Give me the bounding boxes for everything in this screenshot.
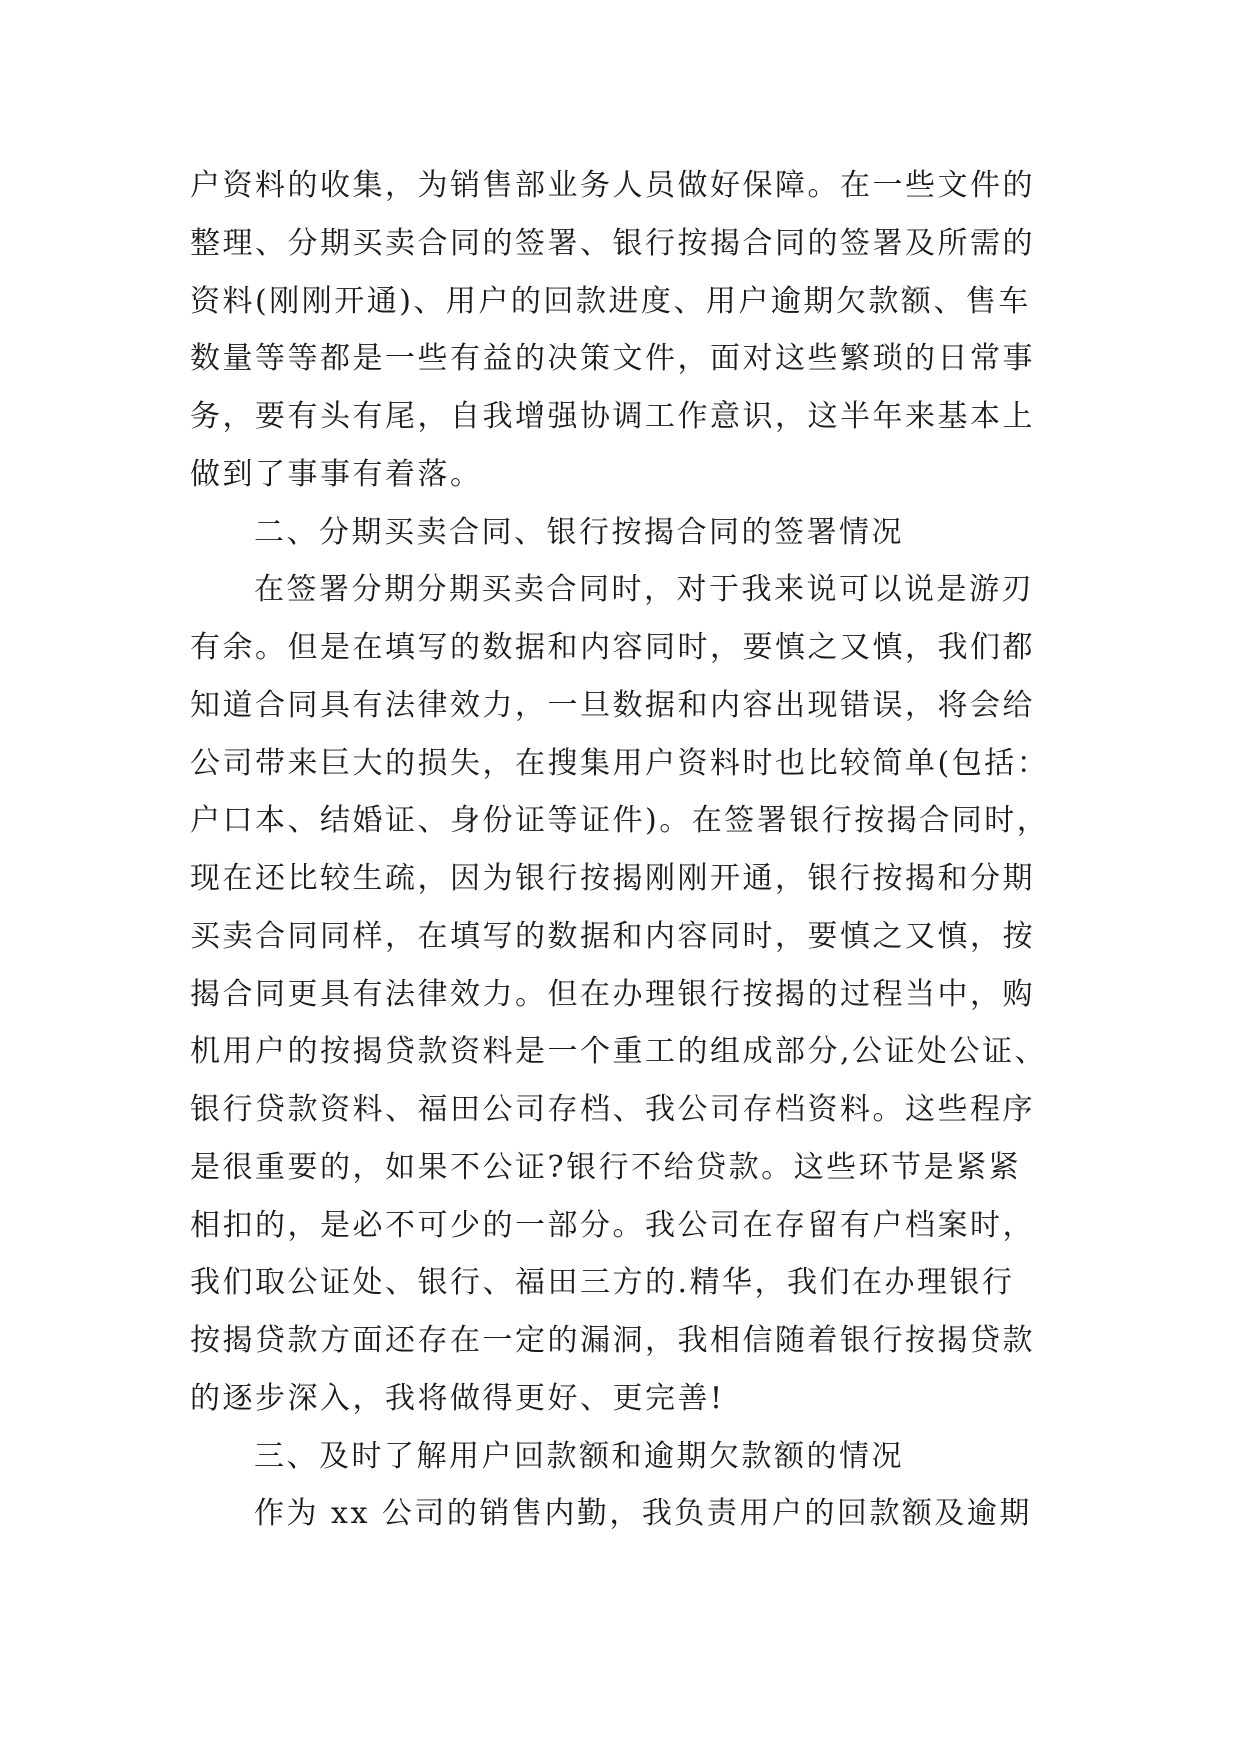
text-line: 买卖合同同样，在填写的数据和内容同时，要慎之又慎，按: [190, 918, 1035, 954]
text-line: 户口本、结婚证、身份证等证件)。在签署银行按揭合同时，: [190, 803, 1050, 839]
text-line: 户资料的收集，为销售部业务人员做好保障。在一些文件的: [190, 168, 1035, 203]
text-line: 作为 xx 公司的销售内勤，我负责用户的回款额及逾期: [254, 1496, 1032, 1532]
text-line: 知道合同具有法律效力，一旦数据和内容出现错误，将会给: [190, 687, 1035, 723]
text-line: 资料(刚刚开通)、用户的回款进度、用户逾期欠款额、售车: [190, 283, 1031, 319]
text-line: 是很重要的，如果不公证?银行不给贷款。这些环节是紧紧: [190, 1149, 1022, 1185]
text-line: 我们取公证处、银行、福田三方的.精华，我们在办理银行: [190, 1265, 1015, 1301]
text-line: 做到了事事有着落。: [190, 456, 483, 492]
text-line: 按揭贷款方面还存在一定的漏洞，我相信随着银行按揭贷款: [190, 1323, 1035, 1358]
text-line: 相扣的，是必不可少的一部分。我公司在存留有户档案时，: [190, 1207, 1035, 1243]
text-line: 机用户的按揭贷款资料是一个重工的组成部分,公证处公证、: [190, 1034, 1048, 1070]
text-line: 务，要有头有尾，自我增强协调工作意识，这半年来基本上: [190, 399, 1035, 434]
text-line: 公司带来巨大的损失，在搜集用户资料时也比较简单(包括：: [190, 745, 1050, 781]
text-line: 有余。但是在填写的数据和内容同时，要慎之又慎，我们都: [190, 630, 1035, 665]
text-line: 三、及时了解用户回款额和逾期欠款额的情况: [254, 1438, 904, 1474]
text-line: 现在还比较生疏，因为银行按揭刚刚开通，银行按揭和分期: [190, 861, 1035, 896]
text-line: 在签署分期分期买卖合同时，对于我来说可以说是游刃: [254, 572, 1034, 608]
body-text: [190, 157, 1060, 1543]
text-line: 的逐步深入，我将做得更好、更完善!: [190, 1380, 725, 1416]
text-line: 二、分期买卖合同、银行按揭合同的签署情况: [254, 514, 904, 550]
text-line: 揭合同更具有法律效力。但在办理银行按揭的过程当中，购: [190, 976, 1035, 1012]
text-line: 整理、分期买卖合同的签署、银行按揭合同的签署及所需的: [190, 225, 1035, 261]
text-line: 数量等等都是一些有益的决策文件，面对这些繁琐的日常事: [190, 341, 1035, 377]
text-line: 银行贷款资料、福田公司存档、我公司存档资料。这些程序: [190, 1092, 1035, 1127]
